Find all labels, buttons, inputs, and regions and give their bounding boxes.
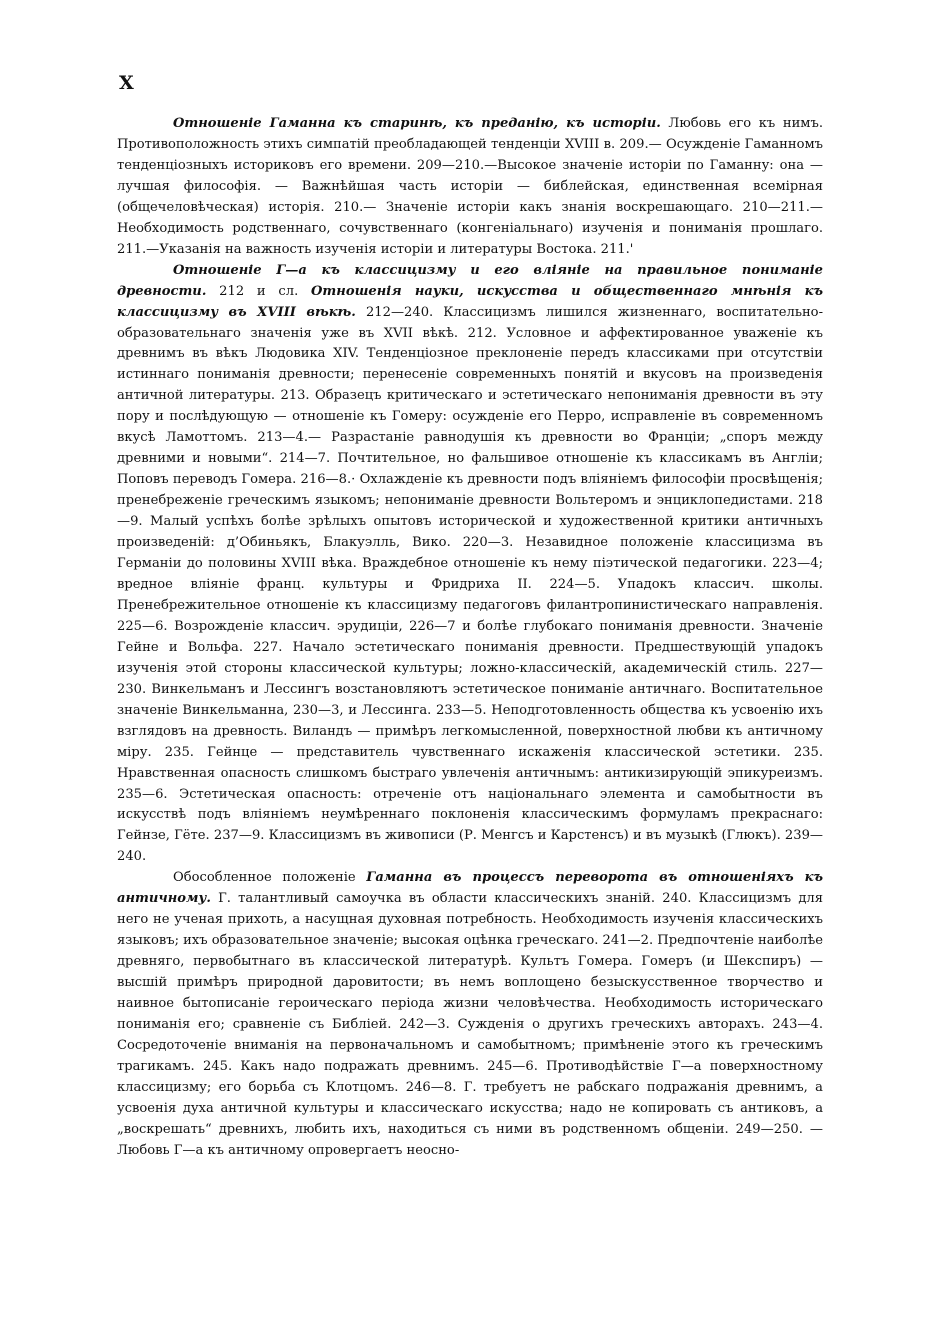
paragraph-hamann-position <box>117 868 823 1161</box>
paragraph-history <box>117 114 823 261</box>
heading-history: Отношеніе Гаманна къ старинѣ, къ преданію, къ исторіи. <box>173 116 661 131</box>
body-text <box>117 114 823 1162</box>
subheading-xviii-century: Отношенія науки, искусства и общественнаго мнѣнія къ классицизму въ XVIII вѣкѣ. <box>117 283 823 320</box>
page-number: X <box>119 72 135 94</box>
heading-classicism: Отношеніе Г—а къ классицизму и его вліяніе на правильное пониманіе древности. <box>117 262 823 299</box>
text-segment: 212 и сл. <box>206 283 312 299</box>
text-segment: Любовь его къ нимъ. Противоположность этихъ симпатій преобладающей тенденціи XVIII в. 209.— Осужденіе Гаманномъ тенденціозныхъ историковъ его времени. 209—210.—Высокое значеніе исторіи по Гаманну: она — лучшая философія. — Важнѣйшая часть исторіи — библейская, единственная всемірная (общечеловѣческая) исторія. 210.— Значеніе исторіи какъ знанія воскрешающаго. 210—211.— Необходимость родственнаго, сочувственнаго (конгеніальнаго) изученія и пониманія прошлаго. 211.—Указанія на важность изученія исторіи и литературы Востока. 211.' <box>117 116 823 257</box>
paragraph-classicism <box>117 261 823 869</box>
heading-hamann-process: Гаманна въ процессъ переворота въ отношеніяхъ къ античному. <box>117 870 823 907</box>
text-segment: 212—240. Классицизмъ лишился жизненнаго, воспитательно-образовательнаго значенія уже въ XVII вѣкѣ. 212. Условное и аффектированное уваженіе къ древнимъ въ вѣкъ Людовика XIV. Тенденціозное преклоненіе передъ классиками при отсутствіи истиннаго пониманія древности; перенесеніе современныхъ понятій и вкусовъ на произведенія античной литературы. 213. Образецъ критическаго и эстетическаго непониманія древности въ эту пору и послѣдующую — отношеніе къ Гомеру: осужденіе его Перро, исправленіе въ современномъ вкусѣ Ламоттомъ. 213—4.— Разрастаніе равнодушія къ древности во Франціи; „споръ между древними и новыми“. 214—7. Почтительное, но фальшивое отношеніе къ классикамъ въ Англіи; Поповъ переводъ Гомера. 216—8.· Охлажденіе къ древности подъ вліяніемъ философіи просвѣщенія; пренебреженіе греческимъ языкомъ; непониманіе древности Вольтеромъ и энциклопедистами. 218—9. Малый успѣхъ болѣе зрѣлыхъ опытовъ исторической и художественной критики античныхъ произведеній: д’Обиньякъ, Блакуэлль, Вико. 220—3. Незавидное положеніе классицизма въ Германіи до половины XVIII вѣка. Враждебное отношеніе къ нему піэтической педагогики. 223—4; вредное вліяніе франц. культуры и Фридриха II. 224—5. Упадокъ классич. школы. Пренебрежительное отношеніе къ классицизму педагоговъ филантропинистическаго направленія. 225—6. Возрожденіе классич. эрудиціи, 226—7 и болѣе глубокаго пониманія древности. Значеніе Гейне и Вольфа. 227. Начало эстетическаго пониманія древности. Предшествующій упадокъ изученія этой стороны классической культуры; ложно-классическій, академическій стиль. 227—230. Винкельманъ и Лессингъ возстановляютъ эстетическое пониманіе античнаго. Воспитательное значеніе Винкельманна, 230—3, и Лессинга. 233—5. Неподготовленность общества къ усвоенію ихъ взглядовъ на древность. Виландъ — примѣръ легкомысленной, поверхностной любви къ античному міру. 235. Гейнце — представитель чувственнаго искаженія классической эстетики. 235. Нравственная опасность слишкомъ быстраго увлеченія античнымъ: антикизирующій эпикуреизмъ. 235—6. Эстетическая опасность: отреченіе отъ національнаго элемента и самобытности въ искусствѣ подъ вліяніемъ неумѣреннаго поклоненія классическимъ формуламъ прекраснаго: Гейнзе, Гёте. 237—9. Классицизмъ въ живописи (Р. Менгсъ и Карстенсъ) и въ музыкѣ (Глюкъ). 239—240. <box>117 304 823 865</box>
text-segment: Обособленное положеніе <box>173 870 367 886</box>
text-segment: Г. талантливый самоучка въ области классическихъ знаній. 240. Классицизмъ для него не ученая прихоть, а насущная духовная потребность. Необходимость изученія классическихъ языковъ; ихъ образовательное значеніе; высокая оцѣнка греческаго. 241—2. Предпочтеніе наиболѣе древняго, первобытнаго въ классической литературѣ. Культъ Гомера. Гомеръ (и Шекспиръ) — высшій примѣръ природной даровитости; въ немъ воплощено безыскусственное творчество и наивное бытописаніе героическаго періода жизни человѣчества. Необходимость историческаго пониманія его; сравненіе съ Библіей. 242—3. Сужденія о другихъ греческихъ авторахъ. 243—4. Сосредоточеніе вниманія на первоначальномъ и самобытномъ; примѣненіе этого къ греческимъ трагикамъ. 245. Какъ надо подражать древнимъ. 245—6. Противодѣйствіе Г—а поверхностному классицизму; его борьба съ Клотцомъ. 246—8. Г. требуетъ не рабскаго подражанія древнимъ, а усвоенія духа античной культуры и классическаго искусства; надо не копировать съ антиковъ, а „воскрешать“ древнихъ, любить ихъ, находиться съ ними въ родственномъ общеніи. 249—250. — Любовь Г—а къ античному опровергаетъ неосно- <box>117 891 823 1158</box>
